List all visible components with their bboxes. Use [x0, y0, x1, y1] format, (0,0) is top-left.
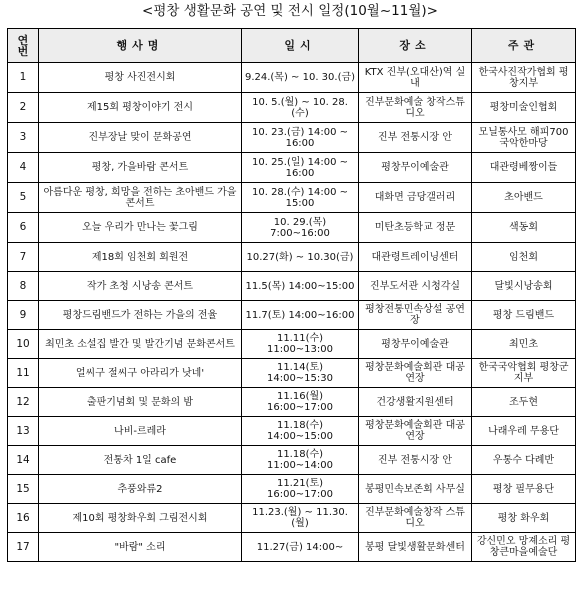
- cell-no: 2: [8, 93, 39, 123]
- cell-no: 12: [8, 388, 39, 417]
- cell-host: 임천회: [472, 243, 576, 272]
- cell-place: 진부 전통시장 안: [359, 123, 472, 153]
- cell-place: 평창무이예술관: [359, 330, 472, 359]
- cell-no: 1: [8, 63, 39, 93]
- cell-event: 얼씨구 절씨구 아라리가 낫네': [39, 359, 242, 388]
- cell-host: 나래우레 무용단: [472, 417, 576, 446]
- cell-event: 제15회 평창이야기 전시: [39, 93, 242, 123]
- cell-event: 전통차 1일 cafe: [39, 446, 242, 475]
- cell-no: 14: [8, 446, 39, 475]
- cell-host: 조두현: [472, 388, 576, 417]
- cell-place: 대화면 금당갤러리: [359, 183, 472, 213]
- cell-event: 작가 초청 시낭송 콘서트: [39, 272, 242, 301]
- cell-event: 제18회 임천회 회원전: [39, 243, 242, 272]
- table-row: [8, 123, 576, 153]
- cell-host: 우통수 다례반: [472, 446, 576, 475]
- cell-place: 진부문화예술창작 스튜디오: [359, 504, 472, 533]
- table-row: [8, 533, 576, 562]
- table-row: [8, 153, 576, 183]
- cell-place: 대관령트레이닝센터: [359, 243, 472, 272]
- table-row: [8, 475, 576, 504]
- cell-event: 추풍와류2: [39, 475, 242, 504]
- cell-no: 5: [8, 183, 39, 213]
- cell-date: 9.24.(목) ~ 10. 30.(금): [242, 63, 359, 93]
- cell-place: 평창전통민속상설 공연장: [359, 301, 472, 330]
- event-schedule-table: [7, 28, 576, 562]
- table-row: [8, 243, 576, 272]
- cell-no: 15: [8, 475, 39, 504]
- cell-date: 10. 29.(목) 7:00~16:00: [242, 213, 359, 243]
- table-row: [8, 504, 576, 533]
- cell-place: KTX 진부(오대산)역 실내: [359, 63, 472, 93]
- cell-date: 10.27(화) ~ 10.30(금): [242, 243, 359, 272]
- table-row: [8, 359, 576, 388]
- cell-date: 11.5(목) 14:00~15:00: [242, 272, 359, 301]
- cell-host: 색동회: [472, 213, 576, 243]
- cell-host: 대관령베짱이들: [472, 153, 576, 183]
- table-row: [8, 417, 576, 446]
- cell-no: 9: [8, 301, 39, 330]
- cell-date: 11.23.(월) ~ 11.30.(월): [242, 504, 359, 533]
- cell-no: 6: [8, 213, 39, 243]
- cell-no: 8: [8, 272, 39, 301]
- cell-event: 평창, 가을바람 콘서트: [39, 153, 242, 183]
- cell-event: "바람" 소리: [39, 533, 242, 562]
- table-row: [8, 183, 576, 213]
- header-no: 연 번: [8, 29, 39, 63]
- header-host: 주관: [472, 29, 576, 63]
- cell-no: 17: [8, 533, 39, 562]
- table-row: [8, 446, 576, 475]
- cell-host: 한국사진작가협회 평창지부: [472, 63, 576, 93]
- table-row: [8, 388, 576, 417]
- header-place: 장소: [359, 29, 472, 63]
- cell-date: 10. 5.(월) ~ 10. 28.(수): [242, 93, 359, 123]
- cell-date: 11.14(토) 14:00~15:30: [242, 359, 359, 388]
- cell-event: 출판기념회 및 문화의 밤: [39, 388, 242, 417]
- cell-date: 10. 28.(수) 14:00 ~ 15:00: [242, 183, 359, 213]
- table-row: [8, 213, 576, 243]
- cell-no: 10: [8, 330, 39, 359]
- cell-no: 3: [8, 123, 39, 153]
- cell-event: 최민초 소설집 발간 및 발간기념 문화콘서트: [39, 330, 242, 359]
- cell-place: 평창문화예술회관 대공연장: [359, 417, 472, 446]
- cell-event: 오늘 우리가 만나는 꽃그림: [39, 213, 242, 243]
- cell-host: 평창미술인협회: [472, 93, 576, 123]
- cell-date: 10. 23.(금) 14:00 ~ 16:00: [242, 123, 359, 153]
- cell-event: 평창드림밴드가 전하는 가을의 전율: [39, 301, 242, 330]
- table-row: [8, 63, 576, 93]
- cell-event: 진부장날 맞이 문화공연: [39, 123, 242, 153]
- cell-event: 나비-르레라: [39, 417, 242, 446]
- cell-date: 11.16(월) 16:00~17:00: [242, 388, 359, 417]
- cell-place: 평창문화예술회관 대공연장: [359, 359, 472, 388]
- cell-date: 11.11(수) 11:00~13:00: [242, 330, 359, 359]
- cell-place: 평창무이예술관: [359, 153, 472, 183]
- cell-date: 11.21(토) 16:00~17:00: [242, 475, 359, 504]
- cell-event: 제10회 평창화우회 그림전시회: [39, 504, 242, 533]
- table-row: [8, 330, 576, 359]
- cell-date: 10. 25.(일) 14:00 ~ 16:00: [242, 153, 359, 183]
- cell-host: 평창 화우회: [472, 504, 576, 533]
- cell-place: 봉평 달빛생활문화센터: [359, 533, 472, 562]
- table-row: [8, 301, 576, 330]
- cell-no: 4: [8, 153, 39, 183]
- table-row: [8, 272, 576, 301]
- cell-no: 16: [8, 504, 39, 533]
- cell-host: 초아밴드: [472, 183, 576, 213]
- cell-host: 모닐통사모 해피700 국악한마당: [472, 123, 576, 153]
- cell-host: 평창 필무용단: [472, 475, 576, 504]
- cell-place: 진부도서관 시청각실: [359, 272, 472, 301]
- cell-host: 강신민오 망졔소리 평창큰마을예술단: [472, 533, 576, 562]
- cell-no: 13: [8, 417, 39, 446]
- cell-event: 평창 사진전시회: [39, 63, 242, 93]
- header-event: 행사명: [39, 29, 242, 63]
- cell-date: 11.27(금) 14:00~: [242, 533, 359, 562]
- cell-no: 11: [8, 359, 39, 388]
- cell-place: 미탄초등학교 정문: [359, 213, 472, 243]
- cell-date: 11.7(토) 14:00~16:00: [242, 301, 359, 330]
- cell-date: 11.18(수) 14:00~15:00: [242, 417, 359, 446]
- cell-host: 최민초: [472, 330, 576, 359]
- cell-no: 7: [8, 243, 39, 272]
- cell-event: 아름다운 평창, 희망을 전하는 초아밴드 가을콘서트: [39, 183, 242, 213]
- cell-place: 진부문화예술 창작스튜디오: [359, 93, 472, 123]
- page-title: <평창 생활문화 공연 및 전시 일정(10월~11월)>: [142, 3, 438, 19]
- cell-place: 봉평민속보존회 사무실: [359, 475, 472, 504]
- cell-place: 건강생활지원센터: [359, 388, 472, 417]
- header-date: 일시: [242, 29, 359, 63]
- cell-host: 평창 드림밴드: [472, 301, 576, 330]
- cell-date: 11.18(수) 11:00~14:00: [242, 446, 359, 475]
- cell-host: 달빛시낭송회: [472, 272, 576, 301]
- table-row: [8, 93, 576, 123]
- cell-place: 진부 전통시장 안: [359, 446, 472, 475]
- cell-host: 한국국악협회 평창군지부: [472, 359, 576, 388]
- table-header-row: [8, 29, 576, 63]
